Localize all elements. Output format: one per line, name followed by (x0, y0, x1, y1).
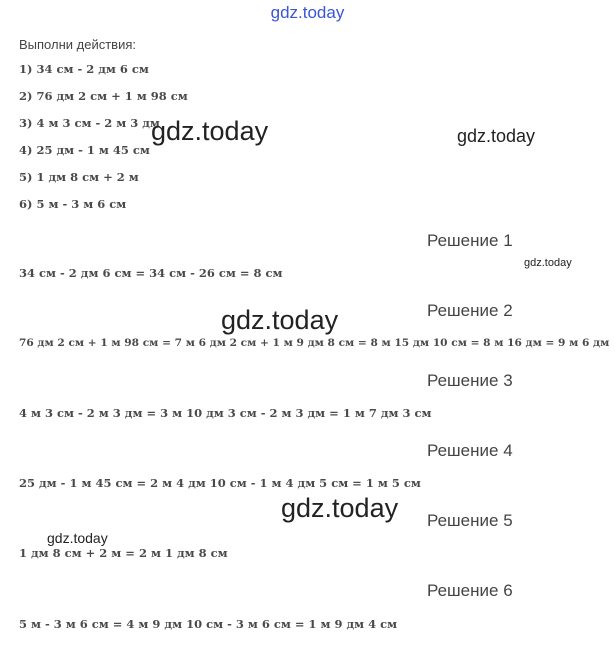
watermark-text: gdz.today (281, 493, 399, 523)
task-item-2: 2) 76 дм 2 см + 1 м 98 см (19, 89, 188, 103)
solution-2-heading: Решение 2 (427, 301, 513, 320)
task-title: Выполни действия: (19, 37, 136, 52)
task-item-6: 6) 5 м - 3 м 6 см (19, 197, 127, 211)
solution-6-text: 5 м - 3 м 6 см = 4 м 9 дм 10 см - 3 м 6 см = 1 м 9 дм 4 см (19, 617, 398, 631)
task-item-4: 4) 25 дм - 1 м 45 см (19, 143, 150, 157)
watermark-text: gdz.today (457, 126, 536, 146)
watermark-text: gdz.today (221, 305, 339, 335)
solution-4-heading: Решение 4 (427, 441, 513, 460)
solution-5-heading: Решение 5 (427, 511, 513, 530)
header-watermark: gdz.today (270, 3, 345, 22)
solution-1-heading: Решение 1 (427, 231, 513, 250)
solution-4-text: 25 дм - 1 м 45 см = 2 м 4 дм 10 см - 1 м 4 дм 5 см = 1 м 5 см (19, 476, 421, 490)
solution-3-text: 4 м 3 см - 2 м 3 дм = 3 м 10 дм 3 см - 2 м 3 дм = 1 м 7 дм 3 см (19, 406, 432, 420)
solution-2-text: 76 дм 2 см + 1 м 98 см = 7 м 6 дм 2 см + 1 м 9 дм 8 см = 8 м 15 дм 10 см = 8 м 16 дм = 9 м 6 дм (19, 337, 610, 349)
solution-3-heading: Решение 3 (427, 371, 513, 390)
watermark-text: gdz.today (524, 257, 572, 269)
watermark-text: gdz.today (47, 530, 108, 546)
solution-1-text: 34 см - 2 дм 6 см = 34 см - 26 см = 8 см (19, 266, 283, 280)
solution-6-heading: Решение 6 (427, 581, 513, 600)
watermark-text: gdz.today (151, 116, 269, 146)
task-item-3: 3) 4 м 3 см - 2 м 3 дм (19, 116, 160, 130)
solution-5-text: 1 дм 8 см + 2 м = 2 м 1 дм 8 см (19, 546, 228, 560)
task-item-1: 1) 34 см - 2 дм 6 см (19, 62, 149, 76)
task-item-5: 5) 1 дм 8 см + 2 м (19, 170, 139, 184)
